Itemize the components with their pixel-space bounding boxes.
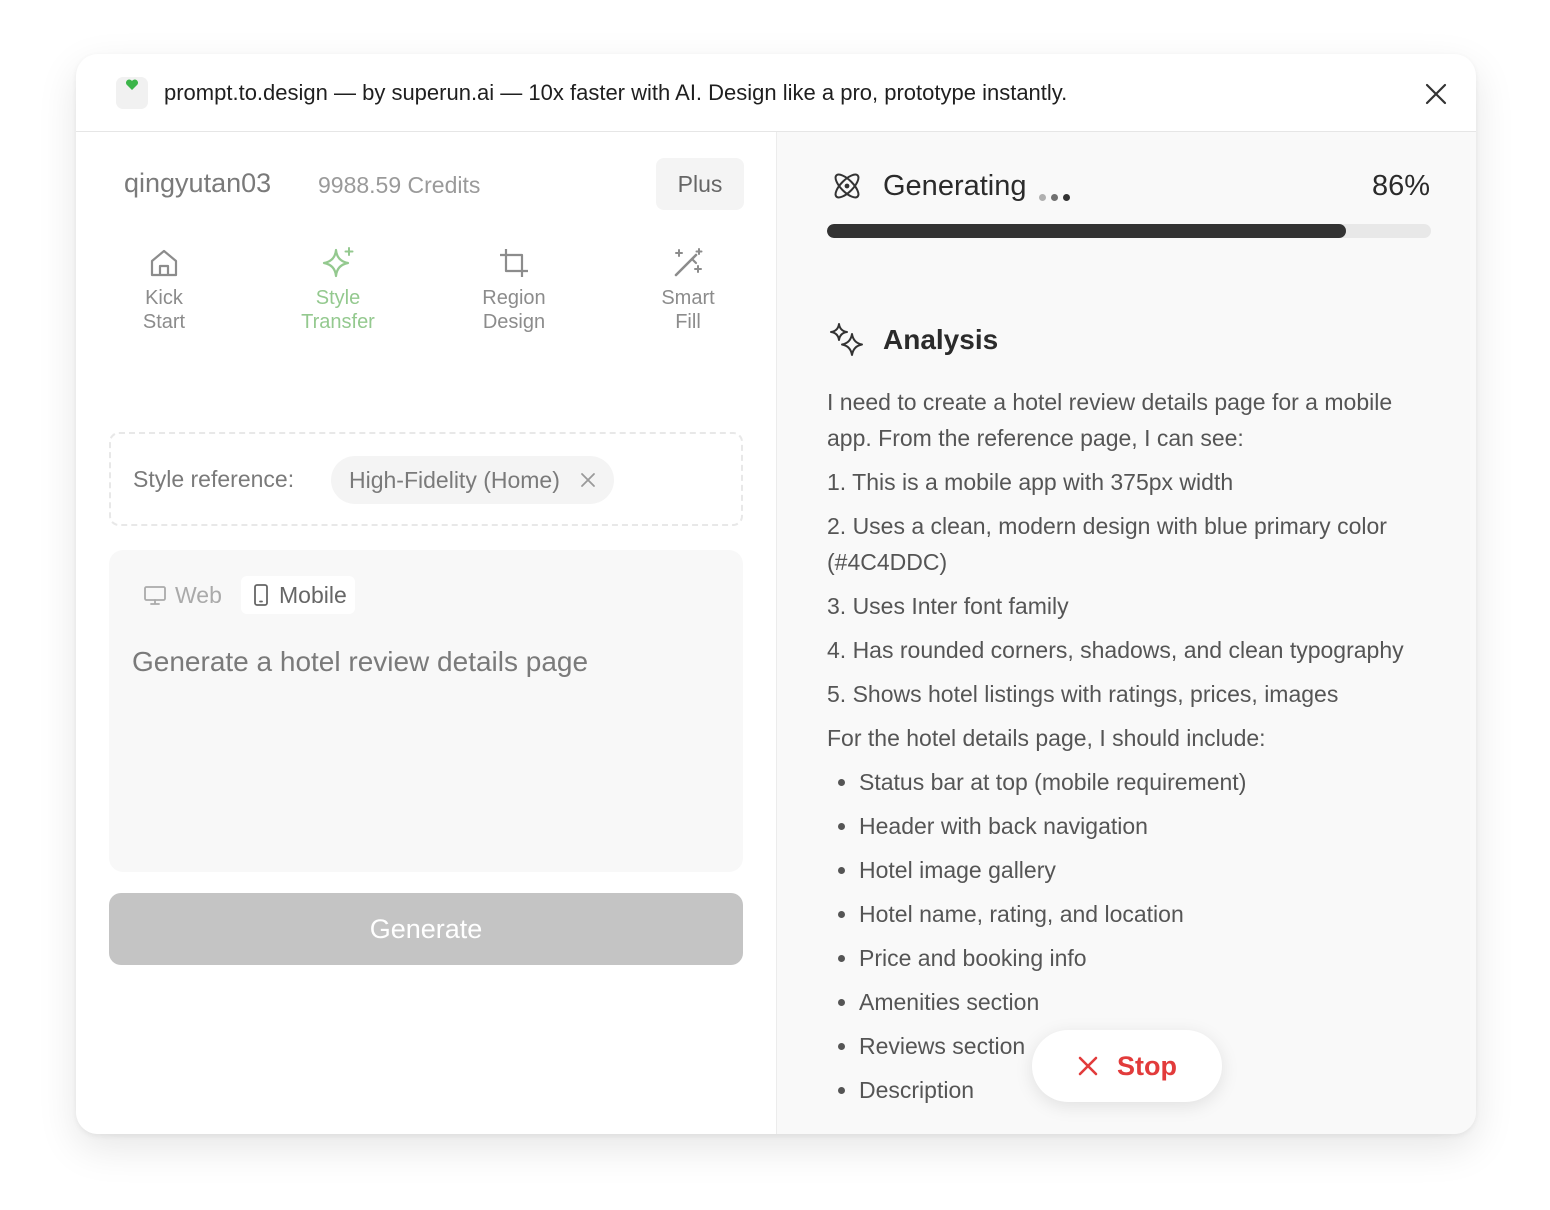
list-item: • Description — [859, 1072, 1437, 1108]
analysis-body — [827, 384, 1437, 1116]
chip-label: High-Fidelity (Home) — [349, 466, 560, 493]
list-item: • Hotel image gallery — [859, 852, 1437, 888]
sparkles-icon — [827, 320, 867, 360]
analysis-paragraph: I need to create a hotel review details page for a mobile app. From the reference page, I can see: — [827, 389, 1393, 451]
analysis-paragraph: For the hotel details page, I should include: — [827, 725, 1266, 751]
list-item: • Price and booking info — [859, 940, 1437, 976]
analysis-paragraph: 1. This is a mobile app with 375px width — [827, 469, 1234, 495]
nav-label: Style Transfer — [301, 287, 375, 333]
progress-bar — [827, 224, 1431, 238]
left-panel — [76, 132, 776, 1134]
username: qingyutan03 — [124, 168, 272, 198]
magic-wand-icon — [671, 246, 705, 280]
device-toggle-mobile[interactable] — [241, 576, 355, 614]
close-icon — [1077, 1055, 1099, 1077]
nav-label: Region Design — [482, 287, 546, 333]
list-item: • Reviews section — [859, 1028, 1437, 1064]
analysis-paragraph: 2. Uses a clean, modern design with blue primary color (#4C4DDC) — [827, 513, 1387, 575]
right-panel — [776, 132, 1476, 1134]
loading-dots-icon — [1039, 188, 1075, 206]
progress-bar-fill — [827, 224, 1346, 238]
atom-icon — [829, 168, 865, 204]
home-icon — [147, 246, 181, 280]
style-reference-dropzone[interactable] — [109, 432, 743, 526]
remove-chip-icon[interactable] — [580, 472, 596, 488]
loading-dot — [1039, 194, 1046, 201]
analysis-paragraph: 3. Uses Inter font family — [827, 593, 1069, 619]
sparkle-icon — [320, 246, 356, 280]
style-reference-chip[interactable] — [331, 456, 614, 504]
credits-balance: 9988.59 Credits — [318, 172, 481, 198]
heart-icon — [125, 79, 139, 91]
prompt-input[interactable]: Generate a hotel review details page — [132, 646, 589, 677]
nav-style-transfer[interactable] — [278, 246, 398, 334]
device-label: Mobile — [279, 581, 347, 608]
phone-icon — [251, 583, 271, 607]
app-logo — [116, 77, 148, 109]
analysis-title: Analysis — [883, 324, 999, 355]
prompt-box[interactable] — [109, 550, 743, 872]
list-item: • Amenities section — [859, 984, 1437, 1020]
title-bar — [76, 54, 1476, 132]
device-label: Web — [175, 581, 222, 608]
analysis-paragraph: 4. Has rounded corners, shadows, and clean typography — [827, 637, 1404, 663]
device-toggle-web[interactable] — [143, 576, 222, 614]
crop-icon — [497, 246, 531, 280]
list-item: • Status bar at top (mobile requirement) — [859, 764, 1437, 800]
generating-label: Generating — [883, 170, 1027, 202]
app-window — [76, 54, 1476, 1134]
analysis-paragraph: 5. Shows hotel listings with ratings, prices, images — [827, 681, 1339, 707]
window-title: prompt.to.design — by superun.ai — 10x faster with AI. Design like a pro, prototype instantly. — [164, 80, 1068, 105]
stop-label: Stop — [1117, 1050, 1177, 1081]
monitor-icon — [143, 584, 167, 606]
nav-label: Smart Fill — [661, 287, 715, 333]
nav-smart-fill[interactable] — [628, 246, 748, 334]
nav-kick-start[interactable] — [104, 246, 224, 334]
list-item: • Hotel name, rating, and location — [859, 896, 1437, 932]
list-item: • Header with back navigation — [859, 808, 1437, 844]
nav-region-design[interactable] — [454, 246, 574, 334]
generate-button[interactable]: Generate — [109, 893, 743, 965]
loading-dot — [1051, 194, 1058, 201]
style-reference-label: Style reference: — [133, 466, 295, 492]
nav-label: Kick Start — [142, 287, 186, 333]
stop-button[interactable] — [1032, 1030, 1222, 1102]
progress-percent: 86% — [1371, 170, 1430, 202]
close-icon[interactable] — [1422, 80, 1450, 108]
loading-dot — [1063, 194, 1070, 201]
plan-badge[interactable]: Plus — [656, 158, 744, 210]
